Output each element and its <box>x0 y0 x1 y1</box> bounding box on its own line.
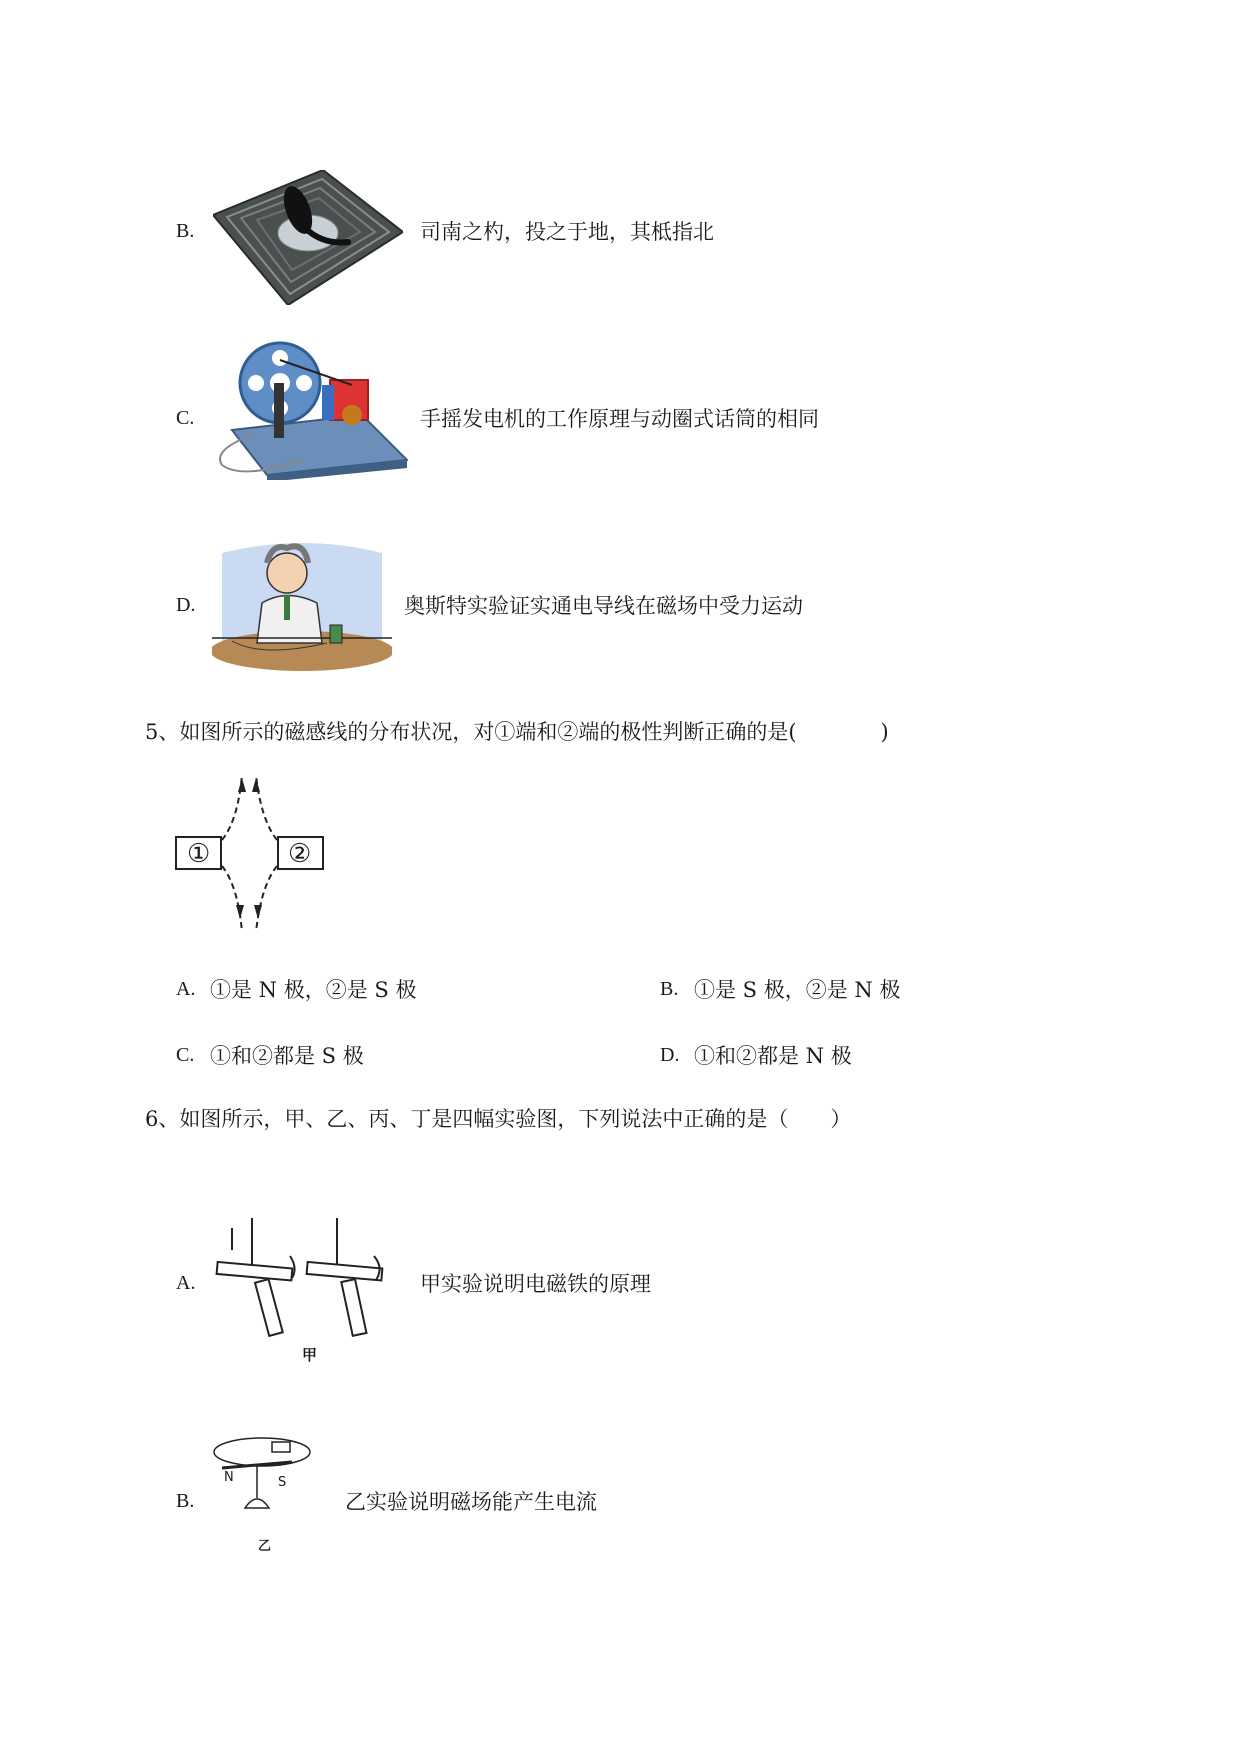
arrow-down-icon <box>254 905 262 919</box>
option-text: ①是 N 极，②是 S 极 <box>210 978 417 1002</box>
option-text: 司南之杓，投之于地，其柢指北 <box>420 220 714 244</box>
arrow-up-icon <box>252 778 260 792</box>
magnet-label-1: ① <box>187 839 211 869</box>
arrow-up-icon <box>238 778 246 792</box>
option-text: ①是 S 极，②是 N 极 <box>694 978 901 1002</box>
option-text: ①和②都是 S 极 <box>210 1044 364 1068</box>
magnet-label-2: ② <box>288 839 312 869</box>
option-text: 奥斯特实验证实通电导线在磁场中受力运动 <box>404 594 803 618</box>
oersted-experiment-image <box>212 533 392 673</box>
option-letter: B. <box>176 220 195 242</box>
electromagnet-experiment-image <box>212 1218 392 1338</box>
option-letter: B. <box>176 1490 195 1512</box>
question-stem: 5、如图所示的磁感线的分布状况，对①端和②端的极性判断正确的是( ) <box>145 720 889 744</box>
option-text: 手摇发电机的工作原理与动圈式话筒的相同 <box>420 407 819 431</box>
figure-caption: 乙 <box>258 1539 272 1554</box>
option-letter: B. <box>660 978 679 1000</box>
option-letter: D. <box>176 594 196 616</box>
arrow-down-icon <box>236 905 244 919</box>
figure-caption: 甲 <box>302 1346 318 1364</box>
option-letter: C. <box>176 407 195 429</box>
pole-s-label: S <box>278 1475 287 1490</box>
hand-crank-generator-image <box>212 340 408 480</box>
option-text: 乙实验说明磁场能产生电流 <box>345 1490 597 1514</box>
question-stem: 6、如图所示，甲、乙、丙、丁是四幅实验图，下列说法中正确的是（ ） <box>145 1107 852 1131</box>
option-letter: C. <box>176 1044 195 1066</box>
sinan-compass-image <box>213 170 403 305</box>
option-letter: A. <box>176 978 196 1000</box>
option-text: ①和②都是 N 极 <box>694 1044 852 1068</box>
option-letter: A. <box>176 1272 196 1294</box>
option-letter: D. <box>660 1044 680 1066</box>
pole-n-label: N <box>224 1470 234 1485</box>
option-text: 甲实验说明电磁铁的原理 <box>420 1272 651 1296</box>
